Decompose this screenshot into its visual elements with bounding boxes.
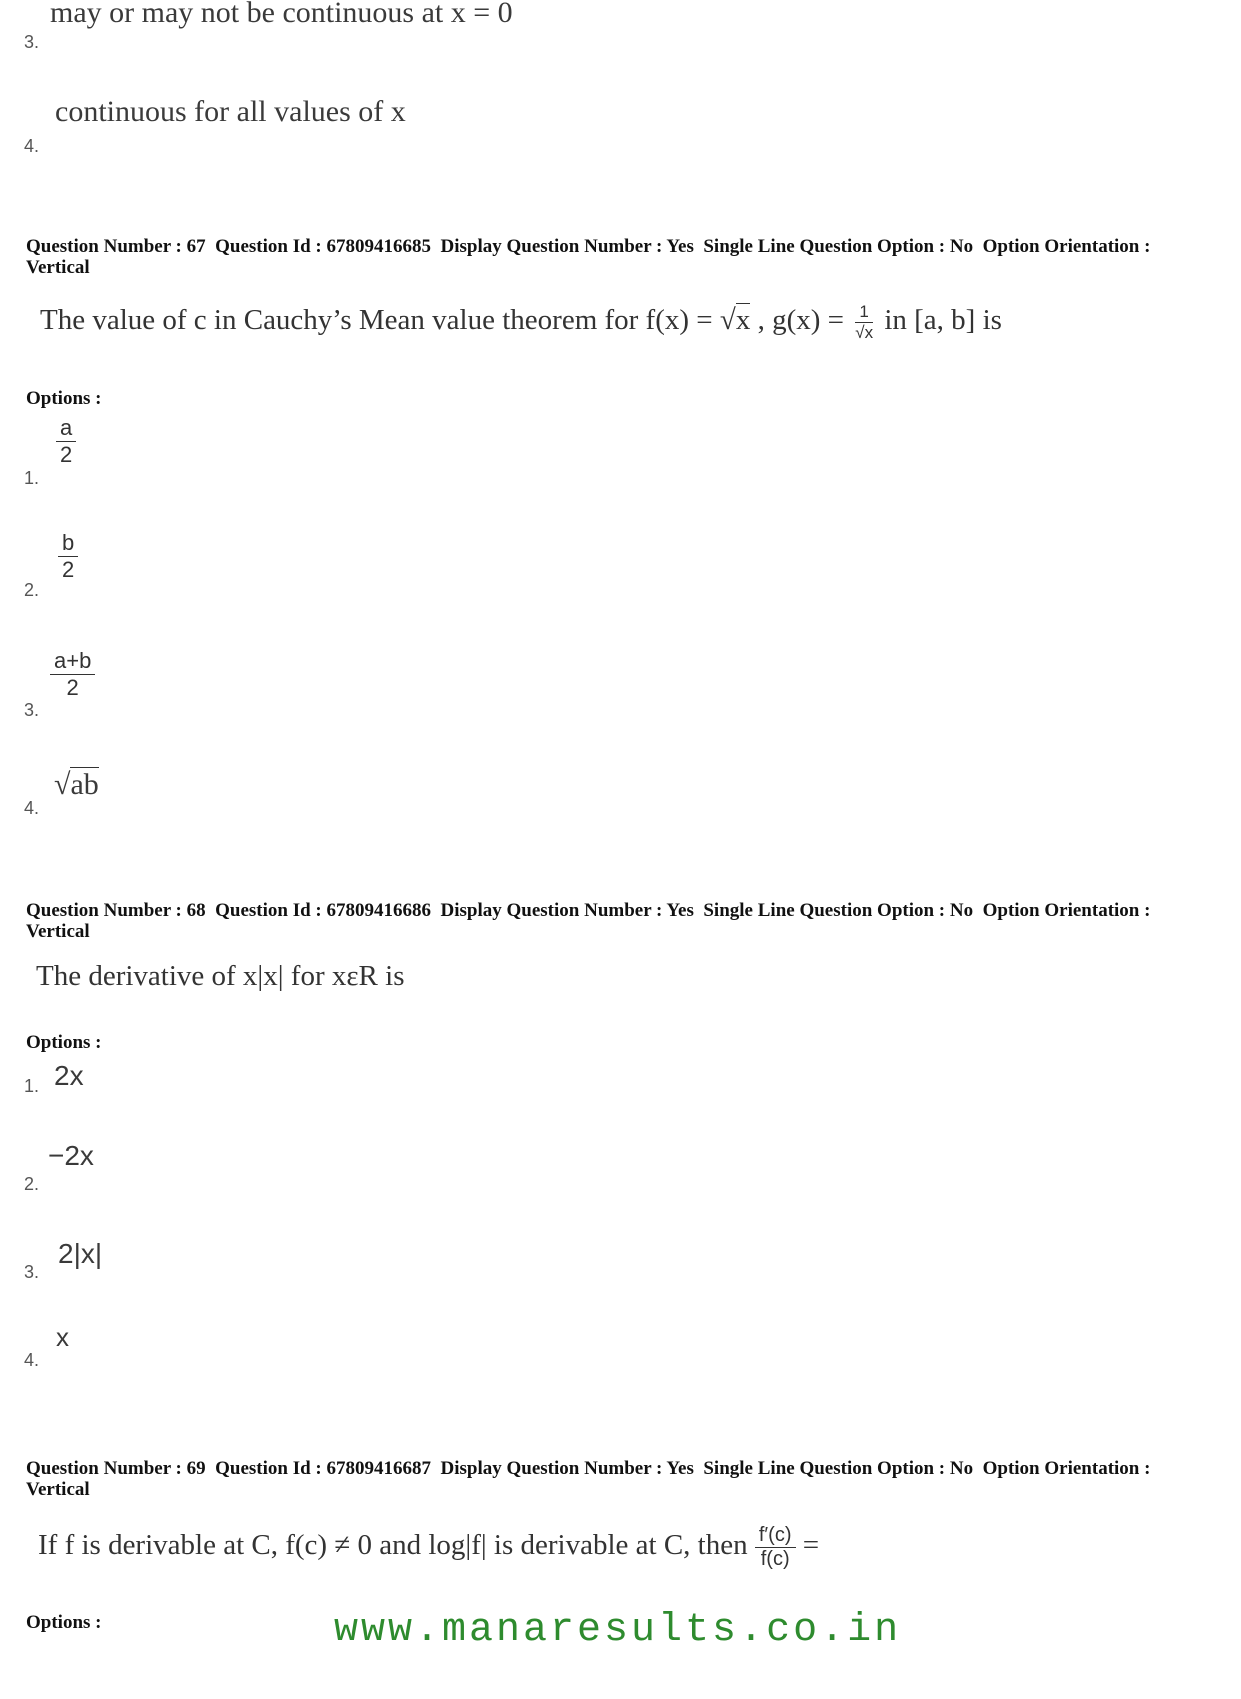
fraction-denominator: f(c) xyxy=(760,1548,790,1570)
fraction-numerator: 1 xyxy=(855,302,872,323)
option-number: 1. xyxy=(24,468,40,488)
option-number: 4. xyxy=(24,136,40,156)
options-label: Options : xyxy=(26,1612,102,1633)
option-number: 4. xyxy=(24,798,40,818)
options-label: Options : xyxy=(26,388,102,409)
sqrt-operand: ab xyxy=(70,768,99,801)
question-text-part: If f is derivable at C, f(c) ≠ 0 and log|f| is derivable at C, then xyxy=(38,1529,755,1562)
fraction-denominator: 2 xyxy=(62,557,75,582)
fraction xyxy=(755,1524,796,1571)
option-number: 3. xyxy=(24,32,40,52)
fraction-denominator: √x xyxy=(855,323,874,342)
option-number: 1. xyxy=(24,1076,40,1096)
option-number: 3. xyxy=(24,700,40,720)
question-meta: Question Number : 68 Question Id : 67809416686 Display Question Number : Yes Single Line Question Option : No Option Orientation : Vertical xyxy=(26,900,1155,942)
option-fraction xyxy=(58,530,78,583)
option-text: −2x xyxy=(48,1140,94,1171)
question-text-part: , g(x) = xyxy=(750,304,852,337)
question-meta: Question Number : 67 Question Id : 67809416685 Display Question Number : Yes Single Line Question Option : No Option Orientation : Vertical xyxy=(26,236,1155,278)
question-meta: Question Number : 69 Question Id : 67809416687 Display Question Number : Yes Single Line Question Option : No Option Orientation : Vertical xyxy=(26,1458,1155,1500)
question-text xyxy=(38,1524,819,1571)
option-fraction xyxy=(50,648,95,701)
fraction-numerator: a+b xyxy=(50,648,95,675)
fraction-denominator: 2 xyxy=(60,442,73,467)
option-text: x xyxy=(56,1322,69,1352)
fraction xyxy=(851,302,877,343)
option-text: continuous for all values of x xyxy=(55,95,406,128)
option-number: 3. xyxy=(24,1262,40,1282)
question-text: The derivative of x|x| for xεR is xyxy=(36,960,405,992)
sqrt-operand: x xyxy=(735,304,751,337)
option-number: 2. xyxy=(24,580,40,600)
question-text-part: in [a, b] is xyxy=(877,304,1002,337)
sqrt-symbol: √ xyxy=(719,304,736,337)
fraction-denominator: 2 xyxy=(66,675,79,700)
option-number: 4. xyxy=(24,1350,40,1370)
fraction-denominator-operand: x xyxy=(864,323,874,342)
option-text: 2x xyxy=(54,1060,84,1091)
question-text-part: The value of c in Cauchy’s Mean value theorem for f(x) = xyxy=(40,304,720,337)
fraction-numerator: b xyxy=(58,530,78,557)
website-watermark: www.manaresults.co.in xyxy=(334,1608,902,1653)
fraction-numerator: a xyxy=(56,415,76,442)
question-text xyxy=(40,302,1002,343)
option-number: 2. xyxy=(24,1174,40,1194)
option-text: may or may not be continuous at x = 0 xyxy=(50,0,513,29)
sqrt-symbol: √ xyxy=(54,768,71,801)
options-label: Options : xyxy=(26,1032,102,1053)
option-text xyxy=(54,768,99,802)
fraction-numerator: f′(c) xyxy=(755,1524,796,1548)
option-text: 2|x| xyxy=(58,1238,103,1269)
question-text-part: = xyxy=(795,1529,820,1562)
option-fraction xyxy=(56,415,76,468)
